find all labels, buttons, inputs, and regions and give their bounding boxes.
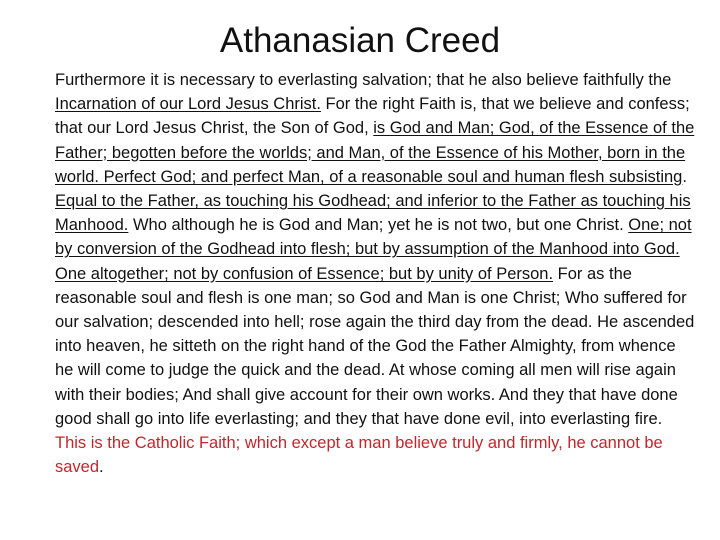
underlined-phrase-equal-to-father: Equal to the Father, as touching his Godhead; and inferior to the Father as touching his Manhood. bbox=[55, 192, 691, 235]
text-segment: For as the reasonable soul and flesh is one man; so God and Man is one Christ; Who suffered for our salvation; descended into hell; rose again the third day from the dead. He ascended into heaven, he sitteth on the right hand of the God the Father Almighty, from whence he will come to judge the quick and the dead. At whose coming all men will rise again with their bodies; And shall give account for their own works. And they that have done good shall go into life everlasting; and they that have done evil, into everlasting fire. bbox=[55, 264, 695, 428]
text-segment: . bbox=[99, 458, 104, 477]
creed-text bbox=[55, 68, 695, 479]
underlined-phrase-incarnation: Incarnation of our Lord Jesus Christ. bbox=[55, 95, 321, 114]
red-closing-statement: This is the Catholic Faith; which except a man believe truly and firmly, he cannot be saved bbox=[55, 434, 663, 477]
text-segment: Who although he is God and Man; yet he is not two, but one Christ. bbox=[128, 216, 629, 235]
text-segment: . bbox=[682, 167, 687, 186]
text-segment: For the right Faith is, that we believe and confess; that our Lord Jesus Christ, the Son of God, bbox=[55, 95, 690, 138]
slide-title: Athanasian Creed bbox=[219, 21, 501, 60]
text-segment: Furthermore it is necessary to everlasting salvation; that he also believe faithfully the bbox=[55, 71, 672, 89]
underlined-phrase-god-and-man: is God and Man; God, of the Essence of the Father; begotten before the worlds; and Man, of the Essence of his Mother, born in the world. Perfect God; and perfect Man, of a reasonable soul and human flesh subsisting bbox=[55, 119, 695, 186]
underlined-phrase-one-christ: One; not by conversion of the Godhead into flesh; but by assumption of the Manhood into God. One altogether; not by confusion of Essence; but by unity of Person. bbox=[55, 216, 692, 283]
